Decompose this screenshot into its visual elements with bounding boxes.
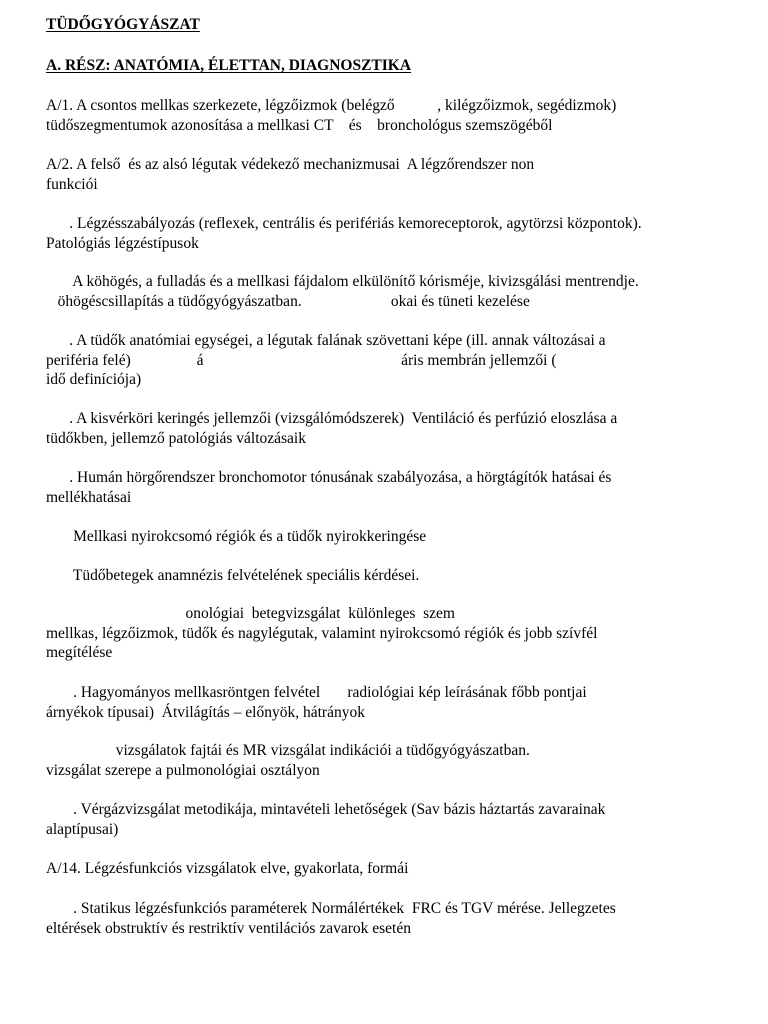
topic-line: vizsgálatok fajtái és MR vizsgálat indikációi a tüdőgyógyászatban.	[46, 742, 530, 759]
topic-line: Patológiás légzéstípusok	[46, 234, 199, 252]
topic-line: tüdőkben, jellemző patológiás változásaik	[46, 429, 306, 447]
topic-item	[46, 272, 731, 311]
topic-item	[46, 155, 731, 194]
topic-line: mellkas, légzőizmok, tüdők és nagylégutak, valamint nyirokcsomó régiók és jobb szívfél	[46, 624, 598, 642]
topic-line: . Légzésszabályozás (reflexek, centrális és perifériás kemoreceptorok, agytörzsi központok).	[46, 215, 642, 232]
topic-item	[46, 800, 731, 839]
topic-line: Mellkasi nyirokcsomó régiók és a tüdők nyirokkeringése	[46, 528, 427, 545]
topic-item	[46, 331, 731, 390]
topic-item	[46, 527, 731, 547]
topic-line: . Vérgázvizsgálat metodikája, mintavételi lehetőségek (Sav bázis háztartás zavarainak	[46, 801, 606, 818]
topic-line: onológiai betegvizsgálat különleges szem	[46, 605, 455, 622]
topic-item	[46, 899, 731, 938]
topic-line: öhögéscsillapítás a tüdőgyógyászatban. okai és tüneti kezelése	[46, 292, 530, 310]
topic-line: A/2. A felső és az alsó légutak védekező mechanizmusai A légzőrendszer non	[46, 156, 535, 173]
topic-item	[46, 604, 731, 663]
topic-line: . Statikus légzésfunkciós paraméterek Normálértékek FRC és TGV mérése. Jellegzetes	[46, 900, 616, 917]
topic-line: periféria felé) á áris membrán jellemzői (	[46, 351, 557, 369]
topic-line: eltérések obstruktív és restriktív ventilációs zavarok esetén	[46, 919, 411, 937]
topic-line: . A kisvérköri keringés jellemzői (vizsgálómódszerek) Ventiláció és perfúzió eloszlása a	[46, 410, 618, 427]
topic-item	[46, 859, 731, 879]
topic-line: mellékhatásai	[46, 488, 132, 506]
topic-line: tüdőszegmentumok azonosítása a mellkasi CT és bronchológus szemszögéből	[46, 116, 553, 134]
topic-item	[46, 96, 731, 135]
topic-item	[46, 566, 731, 586]
topic-item	[46, 468, 731, 507]
topic-line: A/14. Légzésfunkciós vizsgálatok elve, gyakorlata, formái	[46, 860, 409, 877]
topic-line: idő definíciója)	[46, 371, 142, 388]
document-title: TÜDŐGYÓGYÁSZAT	[46, 16, 200, 33]
topic-line: árnyékok típusai) Átvilágítás – előnyök, hátrányok	[46, 703, 365, 721]
topic-item	[46, 214, 731, 253]
topic-item	[46, 741, 731, 780]
topic-line: funkciói	[46, 175, 98, 193]
topic-line: A/1. A csontos mellkas szerkezete, légzőizmok (belégző , kilégzőizmok, segédizmok)	[46, 97, 617, 114]
topic-line: . Humán hörgőrendszer bronchomotor tónusának szabályozása, a hörgtágítók hatásai és	[46, 469, 612, 486]
topic-line: . A tüdők anatómiai egységei, a légutak falának szövettani képe (ill. annak változásai a	[46, 332, 606, 349]
topic-item	[46, 409, 731, 448]
topic-line: vizsgálat szerepe a pulmonológiai osztályon	[46, 761, 320, 779]
topic-line: megítélése	[46, 644, 113, 661]
section-heading: A. RÉSZ: ANATÓMIA, ÉLETTAN, DIAGNOSZTIKA	[46, 57, 412, 74]
topic-line: A köhögés, a fulladás és a mellkasi fájdalom elkülönítő kórisméje, kivizsgálási mentrendje.	[46, 273, 639, 290]
topic-item	[46, 683, 731, 722]
topic-line: . Hagyományos mellkasröntgen felvétel radiológiai kép leírásának főbb pontjai	[46, 684, 587, 701]
topic-line: alaptípusai)	[46, 820, 119, 838]
topic-line: Tüdőbetegek anamnézis felvételének speciális kérdései.	[46, 567, 420, 584]
